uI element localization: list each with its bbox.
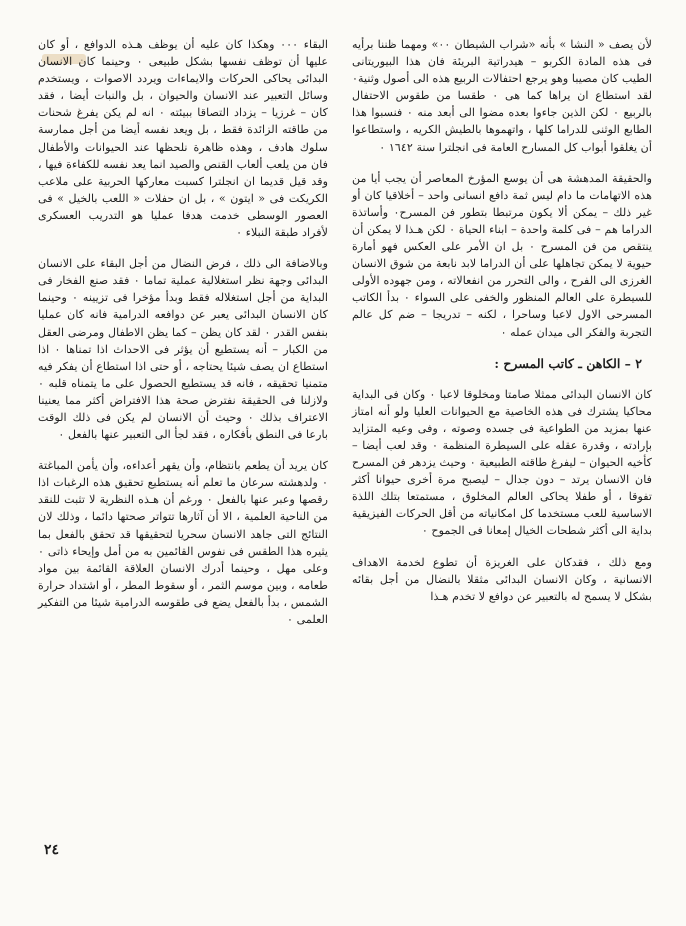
paragraph: كان يريد أن يطعم بانتظام، وأن يقهر أعداءه، وأن يأمن المباغتة ٠ ولدهشته سرعان ما تعلم أنه يستطيع تحقيق هذه الرغبات اذا رقصها وعبر عنها بالفعل ٠ ورغم أن هـذه النظرية لا تثبت للنقد من الناحية العلمية ، الا أن آثارها تتواتر صحتها دائما ، وذلك لان النتائج التى جاهد الانسان سحريا لتحقيقها قد تحقق بالفعل بما يثيره هذا الطقس فى نفوس القائمين به من أمل وإيحاء ذاتى ٠ وعلى مهل ، وحينما أدرك الانسان العلاقة القائمة بين مواد طعامه ، وبين موسم الثمر ، أو سقوط المطر ، أو اشتداد حرارة الشمس ، بدأ بالفعل يضع فى طقوسه الدرامية شيئا من التفكير العلمى ٠ [38,459,328,626]
paragraph: لأن يصف « النشا » بأنه «شراب الشيطان ٠٠» ومهما ظننا برأيه فى هذه المادة الكربو – هيدراتية البريئة فان هذا البيوريتانى الطيب كان مصيبا وهو يرجع احتفالات الربيع هذه الى أصول وثنية٠ لقد استطاع ان يراها كما هى ٠ طقسا من طقوس الاحتفال بالربيع ٠ لكن الذين جاءوا بعده مضوا الى أبعد منه ٠ فنسبوا هذا الطابع الوثنى للدراما كلها ، واتهموها بالطيش الكريه ، واستطاعوا أن يغلقوا أبواب كل المسارح العامة فى انجلترا سنة ١٦٤٢ ٠ [352,38,653,154]
left-column [38,36,328,628]
paragraph: ومع ذلك ، فقدكان على الغريزة أن تطوع لخدمة الاهداف الانسانية ، وكان الانسان البدائى مثقلا بالنضال من أجل بقائه بشكل لا يسمح له بالتعبير عن دوافع لا تخدم هـذا [352,555,652,603]
paragraph: كان الانسان البدائى ممثلا صامتا ومخلوقا لاعبا ٠ وكان فى البداية محاكيا يشترك فى هذه الخاصية مع الحيوانات العليا ولو أنه امتاز عنها بمزيد من الطواعية فى جسده وصوته ، وفى وعيه المتزايد بإرادته ، وقدرة عقله على السيطرة المنظمة ٠ وقد لعب أيضا – كأخيه الحيوان – ليفرغ طاقته الطبيعية ٠ وحيث يزدهر فن المسرح فان الانسان يرتد – دون جدال – ليصبح مرة أخرى حيوانا أكثر تفوقا ، أو طفلا يحاكى العالم المخلوق ، مستمتعا بتلك اللذة الاساسية للعب مستخدما كل امكانياته من أقل الحركات الفيزيقية بداية الى أكثر شطحات الخيال إمعانا فى الجموح ٠ [352,387,653,538]
page-number: ٢٤ [44,842,60,858]
paragraph: وبالاضافة الى ذلك ، فرض النضال من أجل البقاء على الانسان البدائى وجهة نظر استغلالية عملية تماما ٠ فقد صنع الفخار فى البداية من أجل استغلاله فقط وبدأ مؤخرا فى تزيينه ٠ وحينما كان الانسان البدائى يعبر عن دوافعه الدرامية فانه كان عمليا بنفس القدر ٠ لقد كان يظن – كما يظن الاطفال ومرضى العقل من الكبار – أنه يستطيع أن يؤثر فى الاحداث اذا تمناها ٠ اذا استطاع ان يصف شيئا يحتاجه ، أو حتى اذا استطاع أن يفكر فيه متمنيا تحقيقه ، فانه قد يستطيع الحصول على ما يتمناه قلبه ٠ ولازلنا فى الحقيقة نفترض صحة هذا الافتراض أكثر مما يعنينا الاعتراف بذلك ٠ وحيث أن الانسان لم يكن فى ذلك الوقت بارعا فى النطق بأفكاره ، فقد لجأ الى التعبير عنها بالفعل ٠ [38,257,329,442]
paragraph: والحقيقة المدهشة هى أن يوسع المؤرخ المعاصر أن يجب أيا من هذه الاتهامات ما دام ليس ثمة دافع انسانى واحد – أخلاقيا كان أو غير ذلك – يمكن ألا يكون مرتبطا بتطور فن المسرح٠ وأساتذة الدراما هم – فى كلمة واحدة – ابناء الحياة ٠ لكن هـذا لا يمكن أن ينتقص من فن المسرح ٠ بل ان الأمر على العكس فهو أمارة حيوية لا يمكن تجاهلها على أن الدراما لابد نابعة من شوق الانسان الغرزى الى الفرح ، والى التحرر من انفعالاته ، ومن جهوده الأولى للسيطرة على العالم المنظور والخفى على السواء ٠ بدأ الكاتب المسرحى الاول لاعبا وساحرا ، لكنه – تدريجا – ضم كل عالم التجربة والفكر الى ميدان عمله ٠ [352,171,652,339]
right-column [352,36,652,605]
section-heading: ٢ – الكاهن ـ كاتب المسرح : [494,355,642,371]
paragraph: البقاء ٠٠٠ وهكذا كان عليه أن يوظف هـذه الدوافع ، أو كان عليها أن توظف نفسها بشكل طبيعى ٠ وحينما كان الانسان البدائى يحاكى الحركات والايماءات ويردد الاصوات ، ويستخدم وسائل التعبير عند الانسان والحيوان ، بل والنبات أيضا ، فقد كان – غرزيا – يزداد التصاقا ببيئته ٠ انه لم يكن يفرغ شحنات من طاقته الزائدة فقط ، بل ويعد نفسه أيضا من أجل ممارسة سلوك هادف ، وهذه ظاهرة نلحظها عند الحيوانات والأطفال فان من يلعب ألعاب القنص والصيد انما يعد نفسه للكفاءة فيها ، وقد قيل قديما ان انجلترا كسبت معاركها الحربية على ملاعب الكريكت فى « ايتون » ، بل ان حفلات « اللعب بالخيل » فى العصور الوسطى خدمت هدفا عمليا هو التدريب العسكرى لأفراد طبقة النبلاء ٠ [38,38,329,240]
